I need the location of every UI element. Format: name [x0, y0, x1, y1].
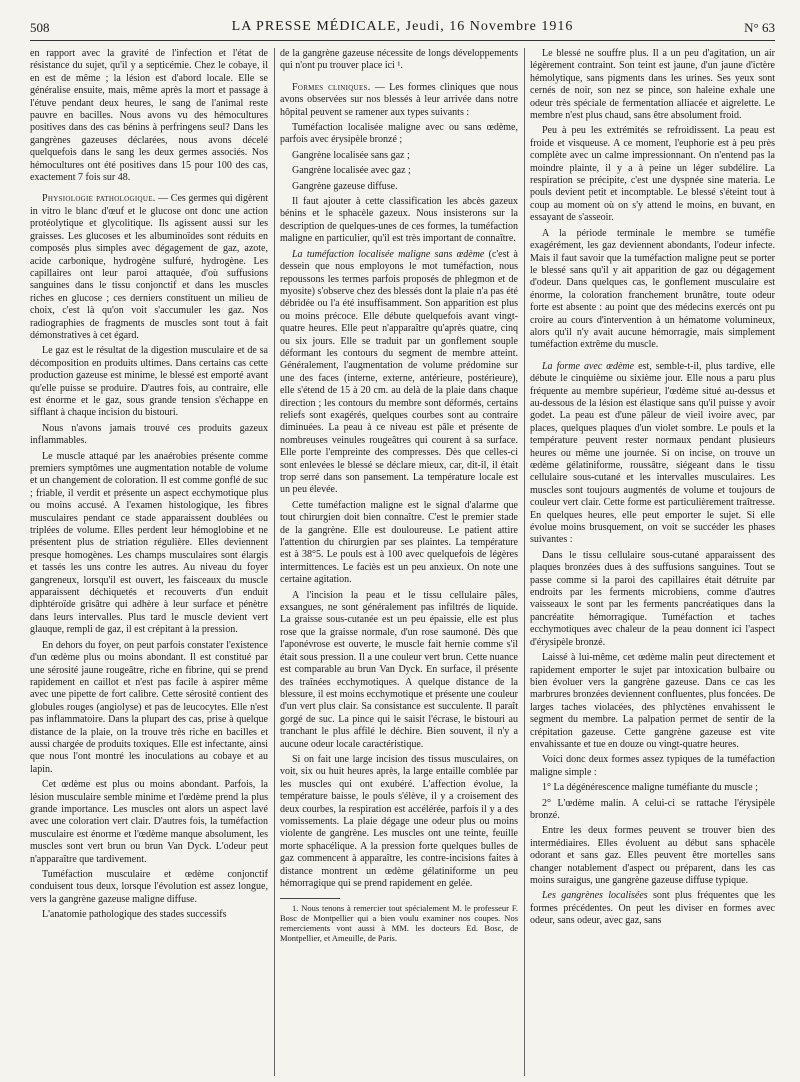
paragraph: En dehors du foyer, on peut parfois constater l'existence d'un œdème plus ou moins abondant. Il est constitué par une sérosité jaune rougeâtre, riche en fibrine, qui se prend rapidement en caillot et n'est pas facile à aspirer même avec une pipette de fort calibre. Cette sérosité contient des globules rouges (angiolyse) et pas de leucocytes. Elle n'est pas inflammatoire. Dans la plupart des cas, prise à quelque distance de la plaie, on la trouve très riche en bacilles et aussi chargée de produits toxiques. Elle est infectante, ainsi que nous l'ont montré les inoculations au cobaye et au lapin.: [30, 639, 268, 775]
footnote: 1. Nous tenons à remercier tout spécialement M. le professeur F. Bosc de Montpellier qui a bien voulu examiner nos coupes. Nos remerciements vont aussi à MM. les docteurs Ed. Bosc, de Montpellier, et Ameuille, de Paris.: [280, 903, 518, 944]
column-rule: [524, 48, 525, 1076]
section-heading: Formes cliniques.: [292, 81, 371, 93]
list-item: Gangrène localisée sans gaz ;: [292, 149, 410, 161]
section-heading: Physiologie pathologique.: [42, 193, 156, 205]
column-3: [530, 48, 775, 1078]
paragraph: Tuméfaction musculaire et œdème conjonctif conduisent tous deux, lorsque l'évolution est assez longue, vers la gangrène gazeuse maligne diffuse.: [30, 869, 268, 905]
paragraph: La tuméfaction localisée maligne sans œdème (c'est à dessein que nous employons le mot tuméfaction, nous repoussons les termes parfois proposés de phlegmon et de myosite) s'observe chez des blessés dont la plaie n'a pas été débridée ou l'a été insuffisamment. Son apparition est plus ou moins précoce. Elle débute quelquefois avant vingt-quatre heures. Elle peut n'apparaître qu'après quatre, cinq ou six jours. Elle se traduit par un gonflement souple déformant les contours du segment de membre atteint. Généralement, l'augmentation de volume prédomine sur une des faces (interne, externe, antérieure, postérieure), elle s'étend de 15 à 20 cm. au delà de la plaie dans chaque direction ; les contours du membre sont déformés, certains reliefs sont exagérés, quelques courbes sont au contraire diminuées. La peau à ce niveau est pâle et présente de nombreuses veinules rougeâtres qui courent à sa surface. Elle porte l'empreinte des compresses. Dès que celles-ci sont enlevées le blessé se déclare mieux, car, dit-il, il était trop serré dans son pansement. La température locale est un peu élevée.: [280, 248, 518, 496]
paragraph: A la période terminale le membre se tuméfie exagérément, les gaz deviennent abondants, l'odeur infecte. Mais il faut savoir que la tuméfaction maligne peut se porter le blessé sans qu'il y ait apparition de gaz ou dégagement d'odeur. Dans quelques cas, le gonflement musculaire est énorme, la coloration franchement brunâtre, toute odeur forte est absente : au point que des médecins exercés ont pu croire au cours d'intervention à un hématome volumineux, alors qu'il n'y avait aucune hémorragie, mais simplement tuméfaction extrême du muscle.: [530, 227, 775, 351]
list-item: Gangrène gazeuse diffuse.: [292, 180, 398, 192]
issue-number: N° 63: [744, 20, 775, 35]
paragraph: Le gaz est le résultat de la digestion musculaire et de sa décomposition en produits ultimes. Dans certains cas cette production gazeuse est minime, le blessé est emporté avant qu'elle puisse se produire. D'autres fois, au contraire, elle est énorme et le gaz, sous grande tension s'échappe en sifflant à chaque incision du bistouri.: [30, 345, 268, 419]
subheading: Les gangrènes localisées: [542, 890, 648, 902]
paragraph: La forme avec œdème est, semble-t-il, plus tardive, elle débute le cinquième ou sixième jour. Elle nous a paru plus fréquente au membre supérieur, l'œdème situé au-dessus et au-dessous de la lésion est élastique sans qu'il puisse y avoir godet. La peau est d'une pâleur de vieil ivoire avec, par places, quelques plaques d'un violet sombre. Le pouls et la température peuvent rester normaux pendant plusieurs heures ou même une journée. Si on incise, on trouve un œdème gélatiniforme, roussâtre, siégeant dans le tissu cellulaire sous-cutané et les intervalles musculaires. Les muscles sont toujours augmentés de volume et toujours de couleur vert clair. Cette forme est particulièrement traîtresse. En quelques heures, elle peut emporter le sujet. Si elle évolue moins brusquement, on voit se succéder les phases suivantes :: [530, 360, 775, 546]
list-item: Gangrène localisée avec gaz ;: [292, 165, 411, 177]
paragraph: L'anatomie pathologique des stades successifs: [42, 909, 227, 921]
paragraph: Cette tuméfaction maligne est le signal d'alarme que tout chirurgien doit bien connaître. C'est le premier stade de la gangrène. Elle est douloureuse. Le patient attire l'attention du chirurgien par ses plaintes. La température est à 38°5. Le pouls est à 100 avec quelquefois de légères intermittences. Le faciès est un peu anxieux. On note une certaine agitation.: [280, 499, 518, 586]
paragraph: Il faut ajouter à cette classification les abcès gazeux bénins et le sphacèle gazeux. Nous insisterons sur la description de quelques-unes de ces formes, la tuméfaction maligne en particulier, qu'il est très important de connaître.: [280, 196, 518, 245]
paragraph: de la gangrène gazeuse nécessite de longs développements qui n'ont pu trouver place ici ¹.: [280, 48, 518, 72]
paragraph: Si on fait une large incision des tissus musculaires, on voit, six ou huit heures après, la large entaille comblée par les muscles qui ont exubéré. L'affection évolue, la température baisse, le pouls s'élève, il y a croisement des deux courbes, la respiration est accélérée, parfois il y a des vomissements. La plaie dégage une odeur plus ou moins violente de gangrène. Les muscles ont une teinte, feuille morte sphacélique. A la pression forte quelques bulles de gaz commencent à apparaître, les contre-incisions faites à distance montrent un œdème gélatiniforme un peu hémorragique qui se prend rapidement en gelée.: [280, 753, 518, 889]
paragraph: Formes cliniques. — Les formes cliniques que nous avons observées sur nos blessés à leur arrivée dans notre hôpital peuvent se ramener aux types suivants :: [280, 81, 518, 118]
paragraph: Le muscle attaqué par les anaérobies présente comme premiers symptômes une augmentation notable de volume et un changement de coloration. Il est comme gonflé de suc ; friable, il verdit et présente un aspect ecchymotique plus ou moins accusé. A l'examen histologique, les fibres musculaires pendant ce stade apparaissent doublées ou triplées de volume. Elles perdent leur hémoglobine et ne présentent plus de striation régulière. Elles deviennent presque homogènes. Les champs musculaires sont élargis et tassés les uns contre les autres. Au niveau du foyer gangreneux, lorsqu'il est ouvert, les faisceaux du muscle apparaissent déchiquetés et recouverts d'un enduit diphtéroïde grisâtre qui adhère à leur surface et pénètre dans leurs intervalles. Plus tard le muscle devient vert glauque, rempli de gaz, il est crépitant à la pression.: [30, 450, 268, 636]
paragraph: Voici donc deux formes assez typiques de la tuméfaction maligne simple :: [530, 754, 775, 778]
journal-title: LA PRESSE MÉDICALE, Jeudi, 16 Novembre 1916: [231, 19, 574, 34]
paragraph: Laissé à lui-même, cet œdème malin peut directement et rapidement emporter le sujet par intoxication bulbaire ou bien évoluer vers la gangrène gazeuse. Dans ce cas les marbrures bronzées deviennent confluentes, plus foncées. De larges taches violacées, des phlyctènes envahissent le segment du membre. La palpation permet de sentir de la crépitation gazeuse. Cette gangrène gazeuse est vite envahissante et tue en douze ou vingt-quatre heures.: [530, 652, 775, 750]
column-1: [30, 48, 268, 1078]
column-rule: [274, 48, 275, 1076]
paragraph: Peu à peu les extrémités se refroidissent. La peau est froide et visqueuse. A ce moment, l'euphorie est à peu près complète avec un calme impressionnant. On n'entend pas la moindre plainte, il y a à peine un léger subdélire. La respiration se précipite, c'est une dyspnée sine materia. Le pouls devient petit et incomptable. Le blessé s'éteint tout à coup au moment où on s'y attend le moins, en buvant, en essayant de s'asseoir.: [530, 125, 775, 224]
paragraph: Cet œdème est plus ou moins abondant. Parfois, la lésion musculaire semble minime et l'œdème prend la plus grande importance. Les muscles ont alors un aspect lavé avec une coloration vert clair. D'autres fois, la tuméfaction musculaire est énorme et l'œdème manque absolument, les muscles sont vert brun ou brun Van Dyck. L'odeur peut n'apparaître que tardivement.: [30, 779, 268, 865]
paragraph: Nous n'avons jamais trouvé ces produits gazeux inflammables.: [30, 422, 268, 447]
footnote-rule: [280, 898, 340, 899]
column-2: [280, 48, 518, 1078]
paragraph: Le blessé ne souffre plus. Il a un peu d'agitation, un air légèrement contraint. Son teint est jaune, d'un jaune d'ictère hémolytique, sans pigments dans les urines. Ses yeux sont cernés de noir, son nez se pince, son haleine exhale une odeur très spéciale de fermentation alliacée et aigrelette. Le membre n'est plus chaud, sans être absolument froid.: [530, 48, 775, 122]
list-item: 1° La dégénérescence maligne tuméfiante du muscle ;: [542, 782, 758, 794]
paragraph: en rapport avec la gravité de l'infection et l'état de résistance du sujet, qu'il y a septicémie. Chez le cobaye, il en est de même ; la lésion est d'abord locale. Elle se généralise ensuite, mais, même après la mort et passage à l'étuve pendant deux heures, le sang de l'animal reste pauvre en bacilles. Nous avons vu des hémocultures positives dans des cas bénins à perfringens seul? Dans les gangrènes gazeuses déclarées, nous avons décelé quelquefois dans le sang les deux germes associés. Nos hémocultures ont été positives dans 15 pour 100 des cas, exactement 7 fois sur 48.: [30, 48, 268, 184]
paragraph: Entre les deux formes peuvent se trouver bien des intermédiaires. Elles évoluent au début sans sphacèle odorant et sans gaz. Elles peuvent être mortelles sans changer notablement d'aspect ou préparent, dans les cas moins suraigus, une gangrène gazeuse diffuse typique.: [530, 825, 775, 886]
paragraph: Les gangrènes localisées sont plus fréquentes que les formes précédentes. On peut les diviser en formes avec odeur, sans odeur, avec gaz, sans: [530, 890, 775, 927]
page-number: 508: [30, 20, 50, 35]
paragraph: A l'incision la peau et le tissu cellulaire pâles, exsangues, ne sont généralement pas infiltrés de liquide. La graisse sous-cutanée est un peu épaissie, elle est plus rose que la graisse normale, d'un rose saumoné. Dès que l'aponévrose est ouverte, le muscle fait hernie comme s'il était sous pression. Il a une couleur vert brun. Cette nuance est comparable au brun Van Dyck. En surface, il présente des traînées ecchymotiques. A quelque distance de la blessure, il est moins ecchymotique et présente une couleur d'un vert plus clair. Sa consistance est succulente. Il paraît gorgé de suc. La pince qui le saisit l'écrase, le bistouri au tranchant le plus affilé le déchire. Bien souvent, il n'y a aucune odeur locale caractéristique.: [280, 589, 518, 750]
list-item: 2° L'œdème malin. A celui-ci se rattache l'érysipèle bronzé.: [530, 797, 775, 821]
list-item: Tuméfaction localisée maligne avec ou sans œdème, parfois avec érysipèle bronzé ;: [280, 122, 518, 146]
paragraph: Physiologie pathologique. — Ces germes qui digèrent in vitro le blanc d'œuf et le glucose ont donc une action protéolytique et glycolitique. Ils agissent aussi sur les graisses. Les glucoses et les albuminoïdes sont réduits en composés plus simples avec dégagement de gaz, azote, acide carbonique, hydrogène sulfuré, hydrogène. Les capillaires ont leur paroi attaquée, d'où suffusions sanguines dans le tissu conjonctif et dans les muscles riches en glucose ; ces derniers constituent un milieu de choix, c'est là qu'on voit s'accumuler les gaz. Nos radiographies de fragments de muscles sont tout à fait démonstratives à cet égard.: [30, 193, 268, 341]
subheading: La tuméfaction localisée maligne sans œdème: [292, 248, 485, 260]
page-header: [30, 18, 775, 41]
subheading: La forme avec œdème: [542, 360, 635, 372]
paragraph: Dans le tissu cellulaire sous-cutané apparaissent des plaques bronzées dues à des suffusions sanguines. Tout se passe comme si la paroi des capillaires était détruite par endroits par les ferments microbiens, comme d'autres vaisseaux le sont par les ferments pancréatiques dans la pancréatite hémorragique. Tuméfaction et taches ecchymotiques avec chaleur de la peau donnent ici l'aspect d'érysipèle bronzé.: [530, 549, 775, 648]
